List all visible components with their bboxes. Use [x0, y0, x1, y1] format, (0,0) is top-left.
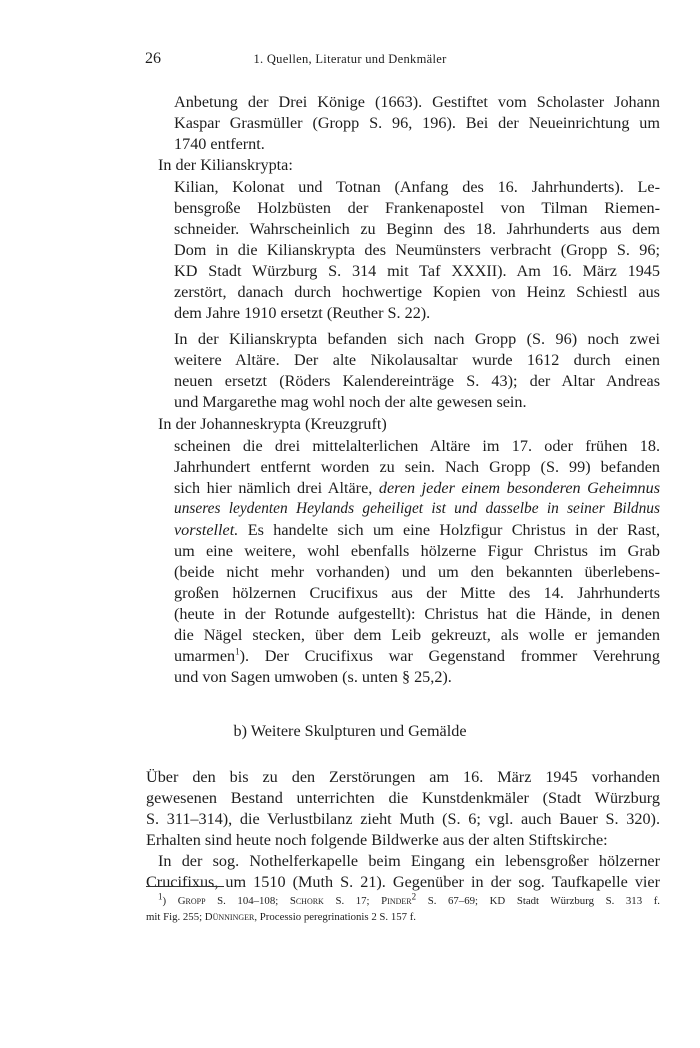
text-run: S. 67–69; KD Stadt Würzburg S. 313 f.: [416, 895, 660, 907]
text-line: Crucifixus, um 1510 (Muth S. 21). Gegenüber in der sog. Taufkapelle vier: [146, 873, 660, 891]
text-line: und Margarethe mag wohl noch der alte gewesen sein.: [174, 393, 527, 411]
text-run: sich hier nämlich drei Altäre,: [174, 479, 379, 497]
text-line: und von Sagen umwoben (s. unten § 25,2).: [174, 668, 452, 686]
text-run: mit Fig. 255;: [146, 911, 205, 923]
text-run: ). Der Crucifixus war Gegenstand frommer Verehrung: [239, 647, 660, 665]
footnote-reference: 1: [235, 646, 240, 657]
text-line: zerstört, danach durch hochwertige Kopien von Heinz Schiestl aus: [174, 283, 660, 301]
author-name: Schork: [289, 895, 324, 907]
text-line: bensgroße Holzbüsten der Frankenapostel von Tilman Riemen-: [174, 199, 660, 217]
text-line: Kaspar Grasmüller (Gropp S. 96, 196). Bei der Neueinrichtung um: [174, 114, 660, 132]
text-line: In der sog. Nothelferkapelle beim Eingang ein lebensgroßer hölzerner: [158, 852, 660, 870]
section-label-kilianskrypta: In der Kilianskrypta:: [158, 156, 293, 174]
footnote-line: [146, 910, 416, 924]
section-heading: b) Weitere Skulpturen und Gemälde: [233, 722, 467, 740]
text-run: , Processio peregrinationis 2 S. 157 f.: [254, 911, 417, 923]
text-line: In der Kilianskrypta befanden sich nach Gropp (S. 96) noch zwei: [174, 330, 660, 348]
text-line: weitere Altäre. Der alte Nikolausaltar wurde 1612 durch einen: [174, 351, 660, 369]
italic-quote: vorstellet.: [174, 521, 239, 539]
text-line: großen hölzernen Crucifixus aus der Mitte des 14. Jahrhunderts: [174, 584, 660, 602]
edition-superscript: 2: [411, 891, 417, 902]
text-line: Kilian, Kolonat und Totnan (Anfang des 16. Jahrhunderts). Le-: [174, 178, 660, 196]
text-line: [174, 478, 660, 498]
text-line: dem Jahre 1910 ersetzt (Reuther S. 22).: [174, 304, 431, 322]
text-line: Erhalten sind heute noch folgende Bildwerke aus der alten Stiftskirche:: [146, 831, 608, 849]
page-number: 26: [145, 50, 161, 67]
footnote-line: $^1$) Gropp S. 104–108; Schork S. 17; Pinder$^2$ S. 67–69; KD Stadt Würzburg S. 313 f.: [158, 891, 660, 907]
author-name: Pinder: [381, 895, 412, 907]
author-name: Gropp: [177, 895, 206, 907]
text-run: S. 17;: [323, 895, 382, 907]
text-line: (beide nicht mehr vorhanden) und um den bekannten überlebens-: [174, 563, 660, 581]
italic-quote: deren jeder einem besonderen Geheimnus: [378, 479, 661, 497]
text-line: Über den bis zu den Zerstörungen am 16. März 1945 vorhanden: [146, 768, 660, 786]
text-line: S. 311–314), die Verlustbilanz zieht Muth (S. 6; vgl. auch Bauer S. 320).: [146, 810, 660, 828]
text-line: Jahrhundert entfernt worden zu sein. Nach Gropp (S. 99) befanden: [174, 458, 660, 476]
text-run: S. 104–108;: [205, 895, 290, 907]
footnote-separator: [146, 886, 224, 887]
text-line: [174, 646, 660, 666]
text-run: umarmen: [174, 647, 236, 665]
text-line: (heute in der Rotunde aufgestellt): Christus hat die Hände, in denen: [174, 605, 660, 623]
author-name: Dünninger: [204, 911, 255, 923]
running-title: 1. Quellen, Literatur und Denkmäler: [253, 52, 447, 66]
text-line: scheinen die drei mittelalterlichen Altäre im 17. oder frühen 18.: [174, 437, 660, 455]
text-line: 1740 entfernt.: [174, 135, 265, 153]
footnote-marker: 1: [158, 891, 163, 902]
text-line: Dom in die Kilianskrypta des Neumünsters verbracht (Gropp S. 96;: [174, 241, 660, 259]
text-line: Anbetung der Drei Könige (1663). Gestiftet vom Scholaster Johann: [174, 93, 660, 111]
page-header: [0, 50, 700, 74]
text-line: neuen ersetzt (Röders Kalendereinträge S. 43); der Altar Andreas: [174, 372, 660, 390]
text-line: gewesenen Bestand unterrichten die Kunstdenkmäler (Stadt Würzburg: [146, 789, 660, 807]
text-line: die Nägel stecken, über dem Leib gekreuzt, als wolle er jemanden: [174, 626, 660, 644]
text-run: Es handelte sich um eine Holzfigur Christus in der Rast,: [238, 521, 660, 539]
italic-quote: unseres leydenten Heylands geheiliget ist und dasselbe in seiner Bildnus: [174, 500, 660, 517]
text-line: schneider. Wahrscheinlich zu Beginn des 18. Jahrhunderts aus dem: [174, 220, 660, 238]
section-label-johanneskrypta: In der Johanneskrypta (Kreuzgruft): [158, 415, 387, 433]
text-line: KD Stadt Würzburg S. 314 mit Taf XXXII). Am 16. März 1945: [174, 262, 660, 280]
text-line: um eine weitere, wohl ebenfalls hölzerne Figur Christus im Grab: [174, 542, 660, 560]
text-line: [174, 520, 660, 540]
